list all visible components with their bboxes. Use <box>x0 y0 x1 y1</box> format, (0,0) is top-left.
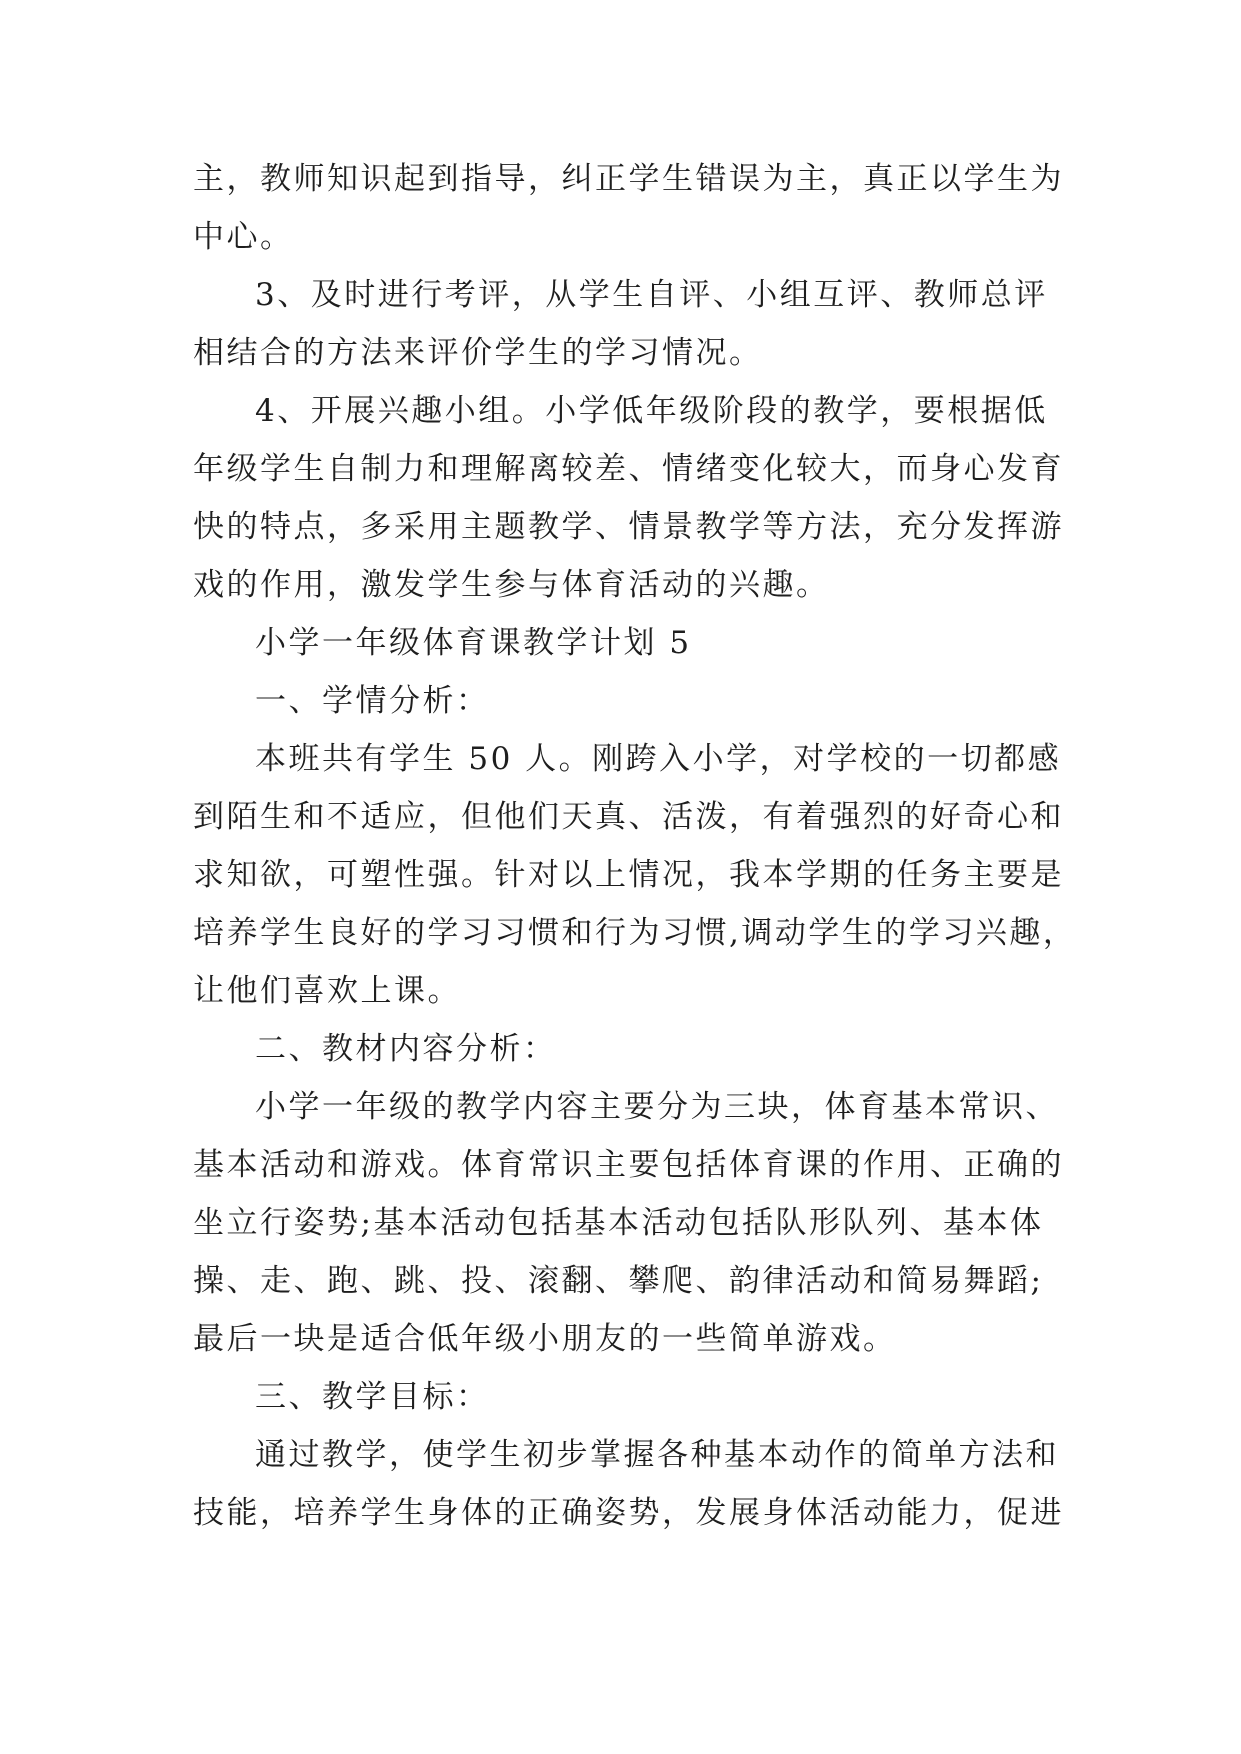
section-heading: 三、教学目标： <box>255 1379 490 1415</box>
text-line: 戏的作用，激发学生参与体育活动的兴趣。 <box>193 567 830 603</box>
text-line: 求知欲，可塑性强。针对以上情况，我本学期的任务主要是 <box>193 857 1064 893</box>
section-heading: 二、教材内容分析： <box>255 1031 557 1067</box>
text-line: 中心。 <box>193 219 294 255</box>
text-line: 年级学生自制力和理解离较差、情绪变化较大，而身心发育 <box>193 451 1064 487</box>
text-line: 4、开展兴趣小组。小学低年级阶段的教学，要根据低 <box>255 393 1048 429</box>
text-line: 通过教学，使学生初步掌握各种基本动作的简单方法和 <box>255 1437 1059 1473</box>
text-line: 基本活动和游戏。体育常识主要包括体育课的作用、正确的 <box>193 1147 1064 1183</box>
text-line: 快的特点，多采用主题教学、情景教学等方法，充分发挥游 <box>193 509 1064 545</box>
text-line: 主，教师知识起到指导，纠正学生错误为主，真正以学生为 <box>193 161 1064 197</box>
text-line: 小学一年级的教学内容主要分为三块，体育基本常识、 <box>255 1089 1059 1125</box>
section-heading: 一、学情分析： <box>255 683 490 719</box>
text-line: 技能，培养学生身体的正确姿势，发展身体活动能力，促进 <box>193 1495 1064 1531</box>
text-line: 最后一块是适合低年级小朋友的一些简单游戏。 <box>193 1321 897 1357</box>
text-line: 坐立行姿势;基本活动包括基本活动包括队形队列、基本体 <box>193 1205 1044 1241</box>
text-line: 操、走、跑、跳、投、滚翻、攀爬、韵律活动和简易舞蹈; <box>193 1263 1044 1299</box>
text-line: 本班共有学生 50 人。刚跨入小学，对学校的一切都感 <box>255 741 1062 777</box>
section-title: 小学一年级体育课教学计划 5 <box>255 625 692 661</box>
text-line: 到陌生和不适应，但他们天真、活泼，有着强烈的好奇心和 <box>193 799 1064 835</box>
text-line: 3、及时进行考评，从学生自评、小组互评、教师总评 <box>255 277 1048 313</box>
text-line: 让他们喜欢上课。 <box>193 973 461 1009</box>
text-line: 相结合的方法来评价学生的学习情况。 <box>193 335 763 371</box>
text-line: 培养学生良好的学习习惯和行为习惯,调动学生的学习兴趣， <box>193 915 1077 951</box>
document-page <box>193 150 1077 1542</box>
